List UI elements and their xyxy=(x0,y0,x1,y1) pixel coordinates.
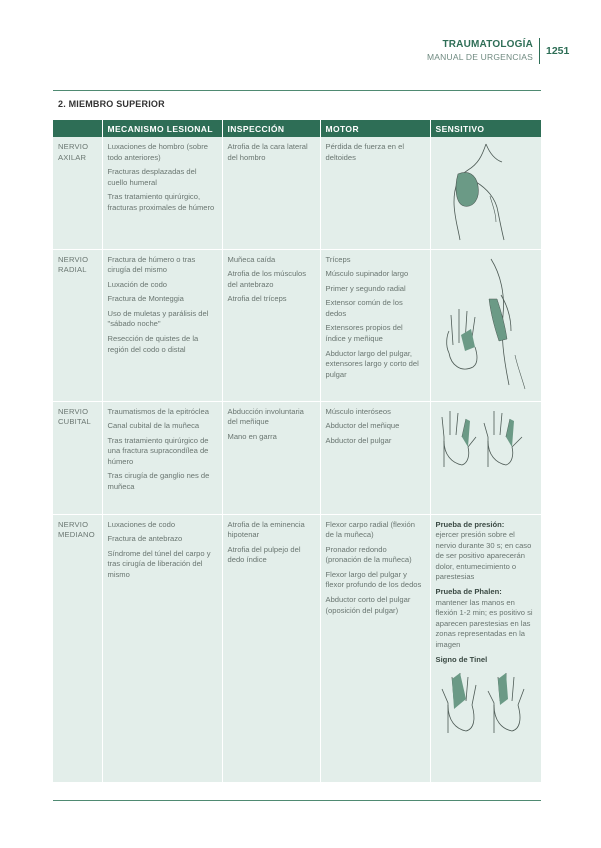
nerve-name: NERVIO RADIAL xyxy=(53,249,102,401)
mechanism-cell: Luxaciones de hombro (sobre todo anteriores) Fracturas desplazadas del cuello humeral Tras tratamiento quirúrgico, fracturas proximales de húmero xyxy=(102,137,222,249)
nerve-name: NERVIO MEDIANO xyxy=(53,514,102,782)
col-header-nerve xyxy=(53,120,102,137)
table-header-row xyxy=(53,120,541,137)
motor-cell: Pérdida de fuerza en el deltoides xyxy=(320,137,430,249)
phalen-test-text: mantener las manos en flexión 1-2 min; es positivo si aparecen parestesias en las zonas representadas en la imagen xyxy=(435,597,533,650)
sensitive-cell xyxy=(430,137,541,249)
inspection-cell: Abducción involuntaria del meñique Mano en garra xyxy=(222,401,320,514)
section-title: 2. MIEMBRO SUPERIOR xyxy=(58,99,165,109)
inspection-cell: Atrofia de la eminencia hipotenar Atrofia del pulpejo del dedo índice xyxy=(222,514,320,782)
motor-cell: Flexor carpo radial (flexión de la muñeca) Pronador redondo (pronación de la muñeca) Flexor largo del pulgar y flexor profundo de los dedos Abductor corto del pulgar (oposición del pulgar) xyxy=(320,514,430,782)
nerve-name: NERVIO AXILAR xyxy=(53,137,102,249)
table-row-cubital xyxy=(53,401,541,514)
hands-illustration xyxy=(438,407,534,469)
pressure-test-text: ejercer presión sobre el nervio durante 30 s; en caso de ser positivo aparecerán dolor, entumecimiento o parestesias xyxy=(435,530,532,582)
median-hands-illustration xyxy=(438,669,534,735)
mechanism-cell: Luxaciones de codo Fractura de antebrazo Síndrome del túnel del carpo y tras cirugía de liberación del mismo xyxy=(102,514,222,782)
header-subtitle: MANUAL DE URGENCIAS xyxy=(427,52,533,62)
top-rule xyxy=(53,90,541,91)
phalen-test-title: Prueba de Phalen: xyxy=(435,587,502,597)
page-number: 1251 xyxy=(546,45,570,57)
table-row-axilar xyxy=(53,137,541,249)
table-row-radial xyxy=(53,249,541,401)
sensitive-cell xyxy=(430,249,541,401)
shoulder-illustration xyxy=(446,142,526,242)
sensitive-cell xyxy=(430,514,541,782)
col-header-motor: MOTOR xyxy=(320,120,430,137)
motor-cell: Músculo interóseos Abductor del meñique Abductor del pulgar xyxy=(320,401,430,514)
mechanism-cell: Traumatismos de la epitróclea Canal cubital de la muñeca Tras tratamiento quirúrgico de una fractura supracondílea de húmero Tras cirugía de ganglio nes de muñeca xyxy=(102,401,222,514)
nerve-name: NERVIO CUBITAL xyxy=(53,401,102,514)
tinel-sign-title: Signo de Tinel xyxy=(435,654,488,664)
page-header xyxy=(0,0,601,70)
col-header-mechanism: MECANISMO LESIONAL xyxy=(102,120,222,137)
inspection-cell: Muñeca caída Atrofia de los músculos del antebrazo Atrofia del tríceps xyxy=(222,249,320,401)
mechanism-cell: Fractura de húmero o tras cirugía del mismo Luxación de codo Fractura de Monteggia Uso de muletas y parálisis del "sábado noche" Resección de quistes de la región del codo o distal xyxy=(102,249,222,401)
inspection-cell: Atrofia de la cara lateral del hombro xyxy=(222,137,320,249)
header-separator xyxy=(539,38,540,64)
sensitive-cell xyxy=(430,401,541,514)
motor-cell: Tríceps Músculo supinador largo Primer y segundo radial Extensor común de los dedos Extensores propios del índice y meñique Abductor largo del pulgar, extensores largo y corto del pulgar xyxy=(320,249,430,401)
header-title: TRAUMATOLOGÍA xyxy=(442,39,533,50)
arm-hand-illustration xyxy=(441,255,531,395)
nerve-table xyxy=(53,120,541,783)
table-row-mediano xyxy=(53,514,541,782)
col-header-inspection: INSPECCIÓN xyxy=(222,120,320,137)
col-header-sensitive: SENSITIVO xyxy=(430,120,541,137)
bottom-rule xyxy=(53,800,541,801)
pressure-test-title: Prueba de presión: xyxy=(435,519,505,529)
